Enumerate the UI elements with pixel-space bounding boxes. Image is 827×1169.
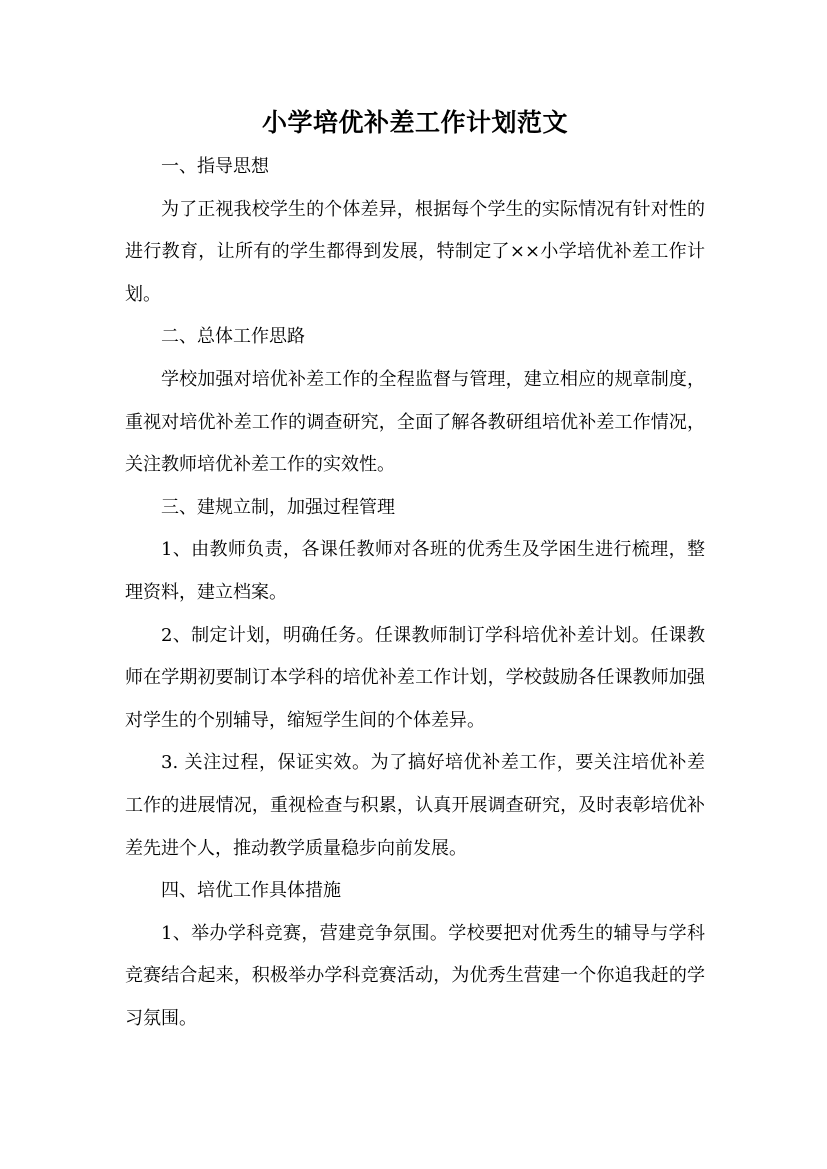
section-heading: 二、总体工作思路 bbox=[161, 326, 305, 348]
paragraph: 2、制定计划，明确任务。任课教师制订学科培优补差计划。任课教师在学期初要制订本学科的培优补差工作计划，学校鼓励各任课教师加强对学生的个别辅导，缩短学生间的个体差异。 bbox=[125, 624, 705, 731]
document-body bbox=[125, 146, 705, 1040]
document-title: 小学培优补差工作计划范文 bbox=[261, 108, 568, 137]
paragraph: 3. 关注过程，保证实效。为了搞好培优补差工作，要关注培优补差工作的进展情况，重视检查与积累，认真开展调查研究，及时表彰培优补差先进个人，推动教学质量稳步向前发展。 bbox=[125, 752, 705, 859]
paragraph: 1、由教师负责，各课任教师对各班的优秀生及学困生进行梳理，整理资料，建立档案。 bbox=[125, 539, 705, 603]
paragraph: 为了正视我校学生的个体差异，根据每个学生的实际情况有针对性的进行教育，让所有的学生都得到发展，特制定了××小学培优补差工作计划。 bbox=[125, 198, 705, 305]
section-heading: 三、建规立制，加强过程管理 bbox=[161, 496, 395, 518]
section-heading: 一、指导思想 bbox=[161, 156, 269, 177]
paragraph: 学校加强对培优补差工作的全程监督与管理，建立相应的规章制度，重视对培优补差工作的调查研究，全面了解各教研组培优补差工作情况，关注教师培优补差工作的实效性。 bbox=[125, 368, 705, 476]
section-heading: 四、培优工作具体措施 bbox=[161, 880, 341, 902]
paragraph: 1、举办学科竞赛，营建竞争氛围。学校要把对优秀生的辅导与学科竞赛结合起来，积极举办学科竞赛活动，为优秀生营建一个你追我赶的学习氛围。 bbox=[125, 922, 705, 1029]
